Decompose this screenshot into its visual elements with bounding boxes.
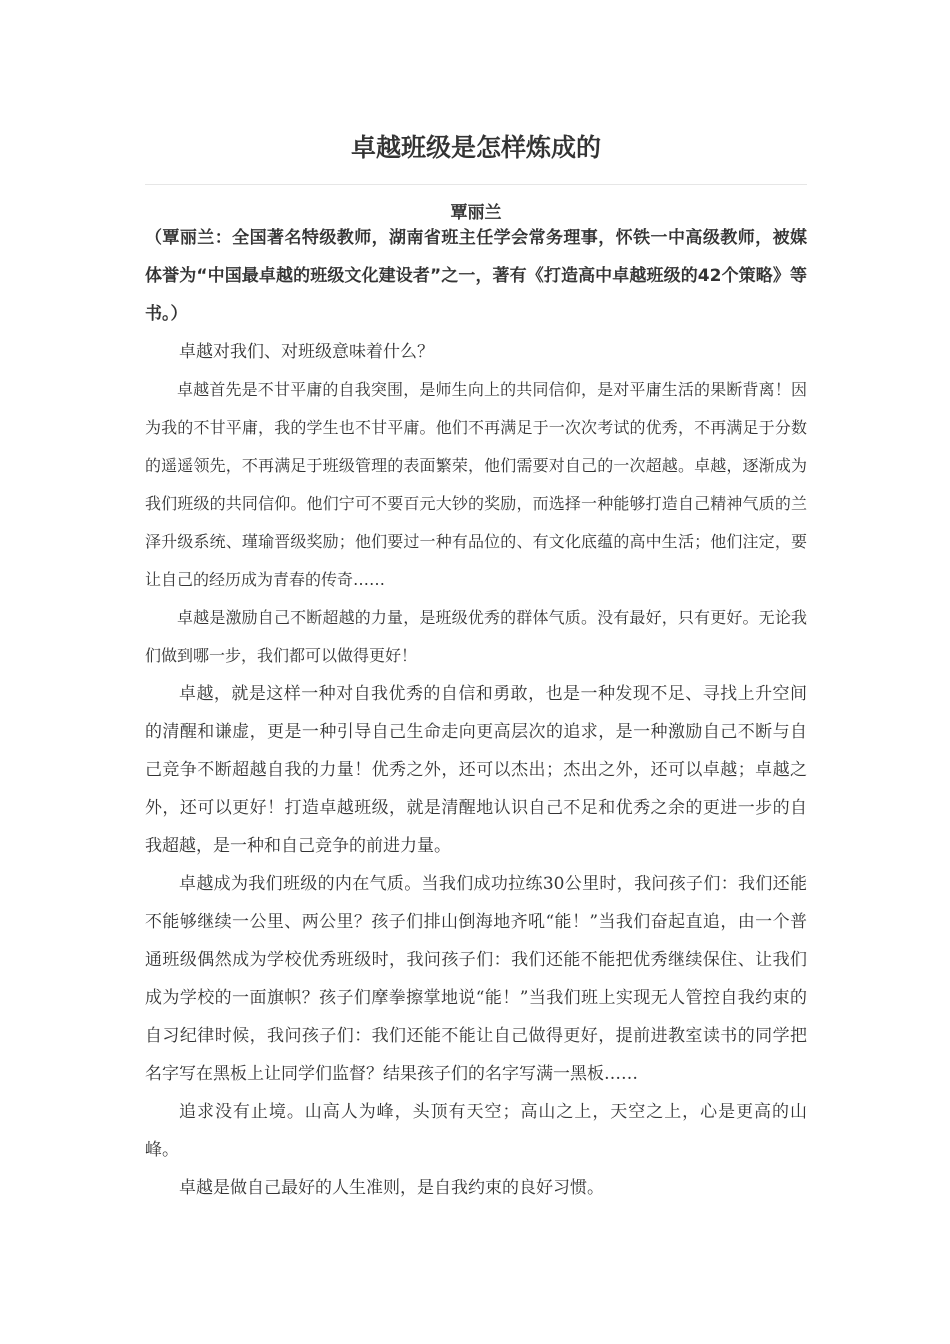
author-note: （覃丽兰：全国著名特级教师，湖南省班主任学会常务理事，怀铁一中高级教师，被媒体誉为“中国最卓越的班级文化建设者”之一，著有《打造高中卓越班级的42个策略》等书。） [145, 228, 807, 324]
title-divider [145, 184, 807, 185]
paragraph-7: 卓越是做自己最好的人生准则，是自我约束的良好习惯。 [179, 1178, 604, 1198]
article-title: 卓越班级是怎样炼成的 [350, 133, 601, 162]
paragraph-2: 卓越首先是不甘平庸的自我突围，是师生向上的共同信仰，是对平庸生活的果断背离！因为我的不甘平庸，我的学生也不甘平庸。他们不再满足于一次次考试的优秀，不再满足于分数的遥遥领先，不再满足于班级管理的表面繁荣，他们需要对自己的一次超越。卓越，逐渐成为我们班级的共同信仰。他们宁可不要百元大钞的奖励，而选择一种能够打造自己精神气质的兰泽升级系统、瑾瑜晋级奖励；他们要过一种有品位的、有文化底蕴的高中生活；他们注定，要让自己的经历成为青春的传奇…… [145, 380, 807, 589]
paragraph-1: 卓越对我们、对班级意味着什么？ [179, 342, 434, 362]
paragraph-5: 卓越成为我们班级的内在气质。当我们成功拉练30公里时，我问孩子们：我们还能不能够继续一公里、两公里？孩子们排山倒海地齐吼“能！”当我们奋起直追，由一个普通班级偶然成为学校优秀班级时，我问孩子们：我们还能不能把优秀继续保住、让我们成为学校的一面旗帜？孩子们摩拳擦掌地说“能！”当我们班上实现无人管控自我约束的自习纪律时候，我问孩子们：我们还能不能让自己做得更好，提前进教室读书的同学把名字写在黑板上让同学们监督？结果孩子们的名字写满一黑板…… [145, 874, 807, 1084]
article [145, 0, 807, 1207]
author-name: 覃丽兰 [450, 203, 502, 223]
paragraph-3: 卓越是激励自己不断超越的力量，是班级优秀的群体气质。没有最好，只有更好。无论我们做到哪一步，我们都可以做得更好！ [145, 608, 807, 665]
paragraph-6: 追求没有止境。山高人为峰，头顶有天空；高山之上，天空之上，心是更高的山峰。 [145, 1102, 807, 1160]
paragraph-4: 卓越，就是这样一种对自我优秀的自信和勇敢，也是一种发现不足、寻找上升空间的清醒和谦虚，更是一种引导自己生命走向更高层次的追求，是一种激励自己不断与自己竞争不断超越自我的力量！优秀之外，还可以杰出；杰出之外，还可以卓越；卓越之外，还可以更好！打造卓越班级，就是清醒地认识自己不足和优秀之余的更进一步的自我超越，是一种和自己竞争的前进力量。 [145, 684, 807, 856]
